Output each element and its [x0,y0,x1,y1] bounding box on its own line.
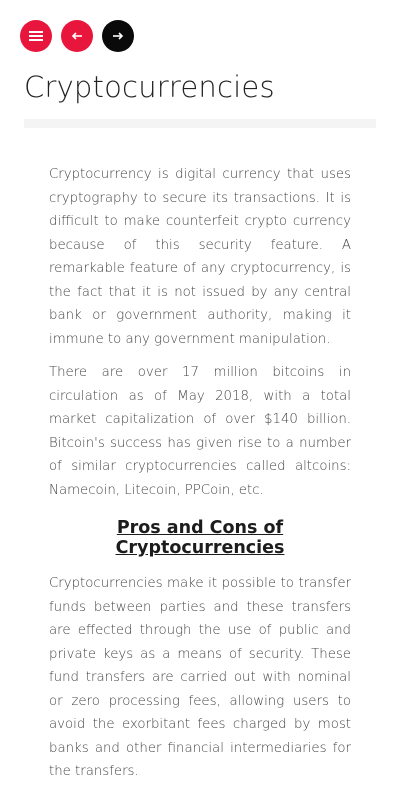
arrow-left-icon [71,31,83,41]
article-paragraph: Cryptocurrency is digital currency that uses cryptography to secure its transactions. It is difficult to make counterfeit crypto currency because of this security feature. A remarkable feature of any cryptocurrency, is the fact that it is not issued by any central bank or government authority, making it immune to any government manipulation. [49,167,351,347]
article-paragraph: There are over 17 million bitcoins in circulation as of May 2018, with a total market capitalization of over $140 billion. Bitcoin's success has given rise to a number of similar cryptocurrencies called altcoins: Namecoin, Litecoin, PPCoin, etc. [49,365,351,498]
article-content [49,163,351,794]
menu-icon [29,30,43,42]
title-divider [24,119,376,128]
page-title: Cryptocurrencies [24,70,275,104]
back-button[interactable] [61,20,93,52]
toolbar [20,20,134,52]
menu-button[interactable] [20,20,52,52]
article-paragraph: Cryptocurrencies make it possible to transfer funds between parties and these transfers are effected through the use of public and private keys as a means of security. These fund transfers are carried out with nominal or zero processing fees, allowing users to avoid the exorbitant fees charged by most banks and other financial intermediaries for the transfers. [49,576,351,779]
forward-button[interactable] [102,20,134,52]
section-heading: Pros and Cons of Cryptocurrencies [115,518,285,558]
arrow-right-icon [112,31,124,41]
